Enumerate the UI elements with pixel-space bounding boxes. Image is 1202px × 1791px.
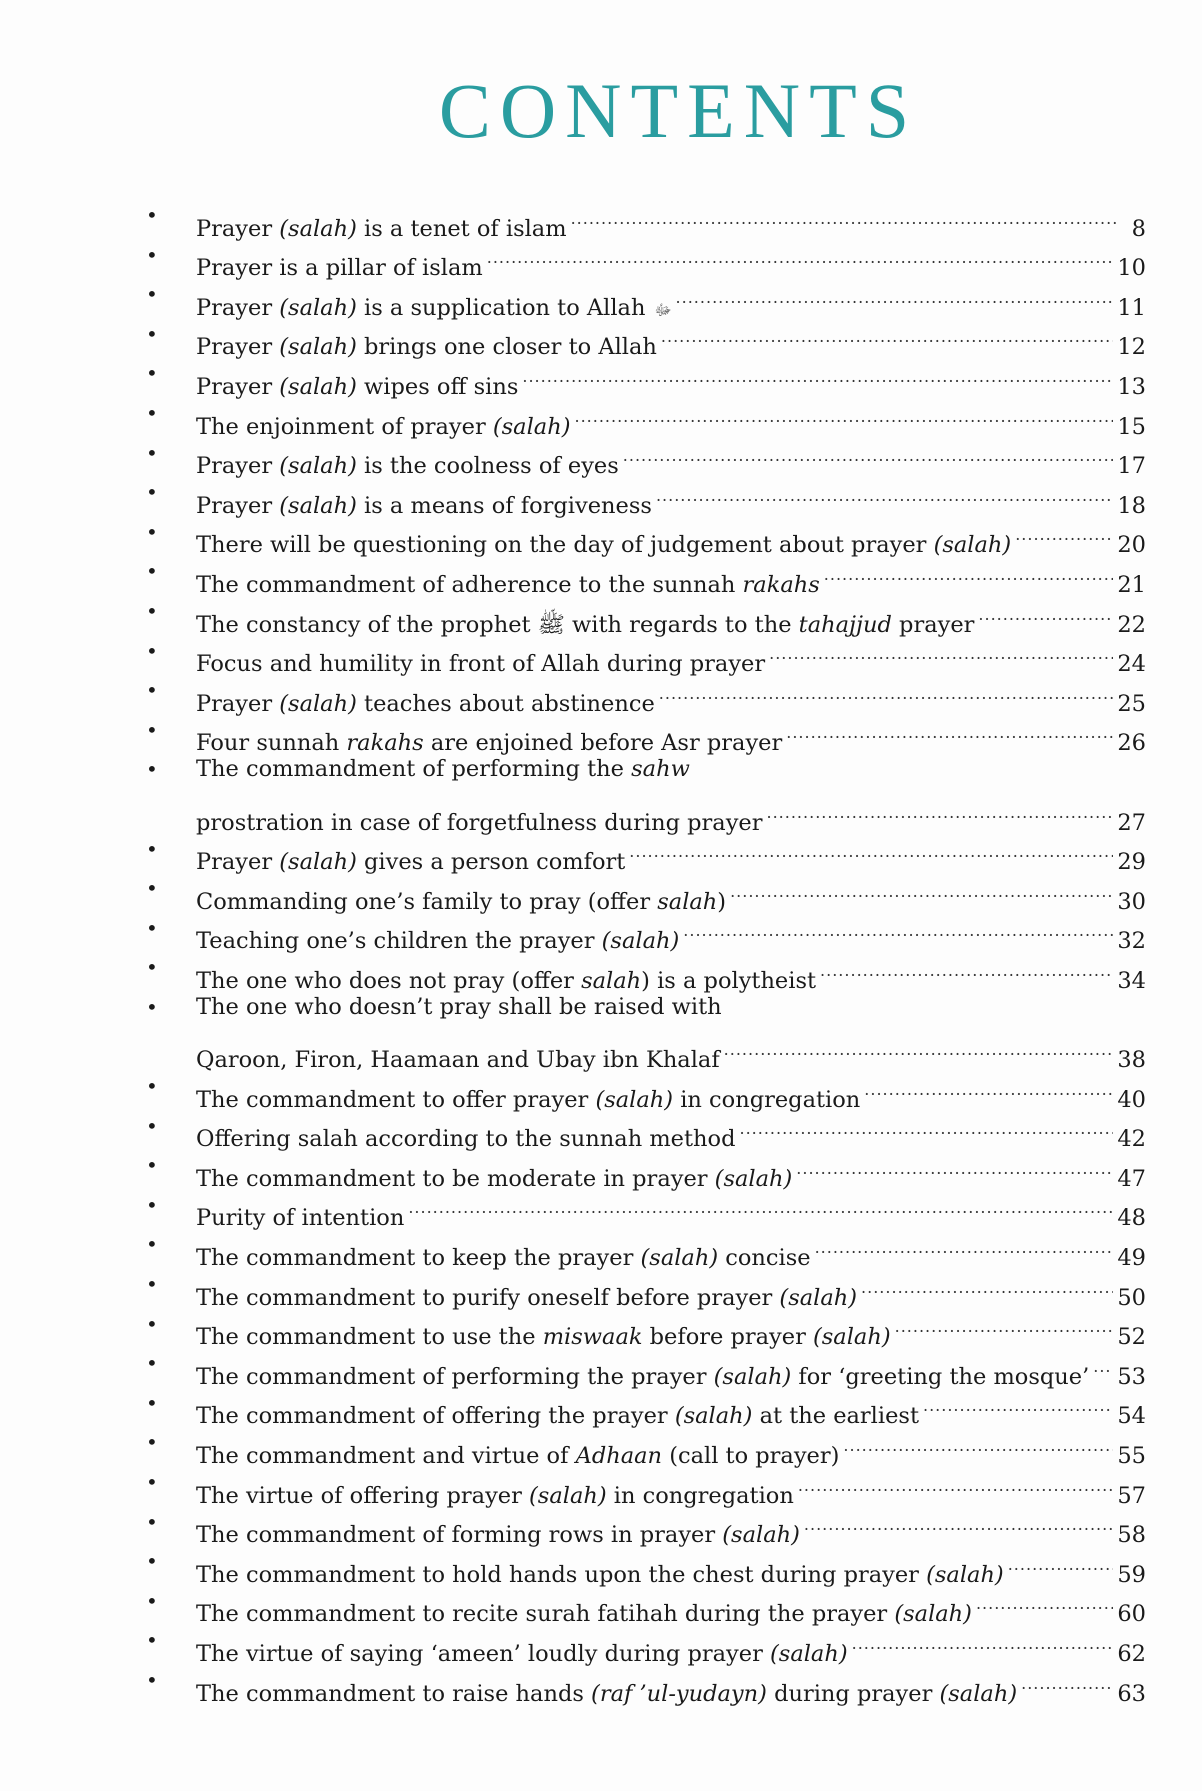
toc-entry-title: Focus and humility in front of Allah during prayer <box>196 651 766 678</box>
toc-entry-line <box>196 552 1146 598</box>
bullet-icon: • <box>146 876 158 901</box>
toc-entry-title-line <box>196 750 1146 790</box>
toc-entry <box>142 394 1146 440</box>
dot-leader <box>408 1186 1113 1226</box>
bullet-icon: • <box>146 1628 158 1653</box>
toc-entry <box>142 1384 1146 1430</box>
toc-entry-line <box>196 1027 1146 1074</box>
toc-entry-line <box>196 948 1146 994</box>
toc-entry-title: prostration in case of forgetfulness during prayer <box>196 809 763 836</box>
toc-entry-line <box>196 196 1146 242</box>
toc-entry <box>142 275 1146 321</box>
toc-entry-page-number: 17 <box>1117 453 1146 480</box>
toc-entry <box>142 1582 1146 1628</box>
dot-leader <box>571 196 1116 236</box>
bullet-icon: • <box>146 1351 158 1376</box>
toc-entry-line <box>196 869 1146 915</box>
toc-entry <box>142 711 1146 757</box>
toc-entry-title: Prayer (salah) brings one closer to Allah <box>196 334 657 361</box>
bullet-icon: • <box>146 1153 158 1178</box>
toc-entry-title: The commandment of performing the prayer (salah) for ‘greeting the mosque’ <box>196 1363 1090 1390</box>
dot-leader <box>676 275 1114 315</box>
toc-entry <box>142 909 1146 955</box>
toc-entry-line <box>196 1344 1146 1390</box>
toc-entry-line <box>196 592 1146 638</box>
toc-entry-line <box>196 1621 1146 1667</box>
toc-entry-title: Prayer (salah) is the coolness of eyes <box>196 453 619 480</box>
toc-entry-page-number: 60 <box>1117 1601 1146 1628</box>
dot-leader <box>522 354 1113 394</box>
toc-entry-line <box>196 1067 1146 1113</box>
toc-entry-page-number: 24 <box>1117 651 1146 678</box>
toc-entry-line <box>196 354 1146 400</box>
bullet-icon: • <box>146 400 158 425</box>
toc-entry-title: The commandment to keep the prayer (salah) concise <box>196 1245 811 1272</box>
toc-entry-title: Commanding one’s family to pray (offer salah) <box>196 888 727 915</box>
toc-entry-line <box>196 1463 1146 1509</box>
toc-entry-line <box>196 1265 1146 1311</box>
toc-entry <box>142 434 1146 480</box>
toc-entry-title: Prayer (salah) wipes off sins <box>196 373 519 400</box>
bullet-icon: • <box>146 203 158 227</box>
toc-entry <box>142 513 1146 559</box>
dot-leader <box>661 315 1113 355</box>
toc-entry-title: Prayer (salah) teaches about abstinence <box>196 690 655 717</box>
toc-entry-page-number: 55 <box>1117 1443 1146 1469</box>
dot-leader <box>852 1621 1114 1661</box>
dot-leader <box>730 869 1113 909</box>
toc-entry-title: The commandment and virtue of Adhaan (call to prayer) <box>196 1443 840 1469</box>
dot-leader <box>739 1107 1113 1147</box>
toc-entry-page-number: 62 <box>1117 1640 1146 1667</box>
dot-leader <box>487 236 1114 276</box>
toc-entry <box>142 1423 1146 1469</box>
toc-entry-title: Prayer (salah) gives a person comfort <box>196 849 626 876</box>
dot-leader <box>815 1225 1114 1265</box>
toc-entry-page-number: 63 <box>1117 1680 1146 1707</box>
toc-entry-page-number: 29 <box>1117 849 1146 876</box>
toc-entry-title: The one who does not pray (offer salah) is a polytheist <box>196 967 817 994</box>
toc-entry <box>142 354 1146 400</box>
toc-entry-title-line <box>196 988 1146 1028</box>
toc-entry-page-number: 38 <box>1117 1047 1146 1074</box>
bullet-icon: • <box>146 994 158 1019</box>
dot-leader <box>978 592 1113 632</box>
toc-entry-title: Four sunnah rakahs are enjoined before Asr prayer <box>196 730 783 757</box>
toc-entry-line <box>196 1305 1146 1351</box>
toc-entry <box>142 592 1146 638</box>
bullet-icon: • <box>146 1430 158 1455</box>
toc-entry <box>142 552 1146 598</box>
toc-entry-line <box>196 315 1146 361</box>
bullet-icon: • <box>146 717 158 742</box>
toc-entry-page-number: 52 <box>1117 1324 1146 1351</box>
dot-leader <box>659 671 1114 711</box>
bullet-icon: • <box>146 1074 158 1099</box>
dot-leader <box>1015 513 1113 553</box>
toc-entry-title: The virtue of saying ‘ameen’ loudly during prayer (salah) <box>196 1640 848 1667</box>
toc-entry-title: The commandment to raise hands (raf ’ul-yudayn) during prayer (salah) <box>196 1680 1018 1707</box>
toc-entry <box>142 948 1146 994</box>
bullet-icon: • <box>146 1113 158 1138</box>
toc-entry <box>142 1186 1146 1232</box>
toc-entry-page-number: 18 <box>1117 492 1146 519</box>
toc-entry-title: The one who doesn’t pray shall be raised with <box>196 993 722 1020</box>
toc-entry <box>142 196 1146 242</box>
toc-entry-title: Offering salah according to the sunnah method <box>196 1126 736 1153</box>
honorific-icon: ﷻ <box>654 300 672 319</box>
toc-entry <box>142 1621 1146 1667</box>
dot-leader <box>786 711 1113 751</box>
toc-entry <box>142 1265 1146 1311</box>
toc-entry <box>142 869 1146 915</box>
toc-entry-line <box>196 275 1146 321</box>
toc-entry-title: The commandment to recite surah fatihah during the prayer (salah) <box>196 1601 972 1628</box>
toc-entry-page-number: 13 <box>1117 373 1146 400</box>
toc-entry-page-number: 20 <box>1117 532 1146 559</box>
toc-entry-line <box>196 1107 1146 1153</box>
toc-entry-line <box>196 513 1146 559</box>
dot-leader <box>864 1067 1113 1107</box>
toc-entry-title: Prayer is a pillar of islam <box>196 255 483 282</box>
toc-entry <box>142 1463 1146 1509</box>
toc-entry-page-number: 48 <box>1117 1205 1146 1232</box>
toc-entry-page-number: 10 <box>1117 255 1146 282</box>
bullet-icon: • <box>146 361 158 386</box>
bullet-icon: • <box>146 1470 158 1494</box>
toc-entry <box>142 750 1146 836</box>
toc-entry <box>142 236 1146 282</box>
toc-entry-line <box>196 711 1146 757</box>
toc-entry-title: The commandment of offering the prayer (salah) at the earliest <box>196 1403 919 1430</box>
toc-entry-title: Prayer (salah) is a means of forgiveness <box>196 492 652 519</box>
toc-entry-page-number: 40 <box>1117 1086 1146 1113</box>
dot-leader <box>683 909 1113 949</box>
toc-entry <box>142 632 1146 678</box>
toc-entry-title: The commandment to purify oneself before prayer (salah) <box>196 1284 858 1311</box>
toc-entry-line <box>196 790 1146 836</box>
toc-entry-page-number: 34 <box>1117 967 1146 994</box>
toc-entry-page-number: 58 <box>1117 1522 1146 1549</box>
toc-entry-title: Teaching one’s children the prayer (salah) <box>196 928 680 955</box>
toc-entry-title: The constancy of the prophet ﷺ with regards to the tahajjud prayer <box>196 611 975 638</box>
bullet-icon: • <box>146 598 158 623</box>
dot-leader <box>623 434 1114 474</box>
toc-entry-title: The commandment of performing the sahw <box>196 756 690 783</box>
toc-entry-page-number: 59 <box>1117 1561 1146 1588</box>
bullet-icon: • <box>146 836 158 861</box>
toc-entry-page-number: 15 <box>1117 413 1146 440</box>
toc-entry <box>142 1503 1146 1549</box>
dot-leader <box>769 632 1113 672</box>
toc-entry-line <box>196 1542 1146 1588</box>
dot-leader <box>820 948 1113 988</box>
dot-leader <box>861 1265 1113 1305</box>
toc-entry <box>142 315 1146 361</box>
toc-entry-page-number: 42 <box>1117 1126 1146 1153</box>
toc-entry-line <box>196 909 1146 955</box>
bullet-icon: • <box>146 678 158 703</box>
toc-entry-line <box>196 1661 1146 1707</box>
toc-entry-line <box>196 1186 1146 1232</box>
toc-entry <box>142 473 1146 519</box>
toc-entry-line <box>196 1582 1146 1628</box>
bullet-icon: • <box>146 1588 158 1613</box>
toc-entry-line <box>196 830 1146 876</box>
dot-leader <box>656 473 1113 513</box>
toc-entry <box>142 1225 1146 1272</box>
toc-entry-title: The commandment to hold hands upon the chest during prayer (salah) <box>196 1561 1004 1588</box>
toc-entry-page-number: 21 <box>1117 571 1146 598</box>
toc-entry-title: The enjoinment of prayer (salah) <box>196 413 571 440</box>
toc-entry <box>142 988 1146 1074</box>
toc-entry-title: Prayer (salah) is a supplication to Allah ﷻ <box>196 289 672 331</box>
toc-entry <box>142 830 1146 876</box>
toc-entry <box>142 1067 1146 1113</box>
dot-leader <box>824 552 1114 592</box>
dot-leader <box>798 1463 1114 1503</box>
page-title: CONTENTS <box>438 67 919 154</box>
toc-entry-line <box>196 1503 1146 1549</box>
toc-entry <box>142 1305 1146 1351</box>
dot-leader <box>796 1146 1113 1186</box>
toc-entry-title: The commandment to use the miswaak before prayer (salah) <box>196 1324 891 1351</box>
toc-entry-title: The commandment to be moderate in prayer (salah) <box>196 1165 793 1192</box>
bullet-icon: • <box>146 1509 158 1534</box>
dot-leader <box>895 1305 1114 1345</box>
toc-entry-page-number: 27 <box>1117 809 1146 836</box>
dot-leader <box>1008 1542 1114 1582</box>
dot-leader <box>976 1582 1113 1622</box>
toc-entry <box>142 1146 1146 1192</box>
bullet-icon: • <box>146 638 158 663</box>
bullet-icon: • <box>146 1549 158 1574</box>
dot-leader <box>1021 1661 1113 1701</box>
toc-entry <box>142 1344 1146 1390</box>
toc-entry-page-number: 30 <box>1117 888 1146 915</box>
toc-entry-title: The commandment of adherence to the sunnah rakahs <box>196 571 820 598</box>
toc-entry-line <box>196 394 1146 440</box>
dot-leader <box>843 1423 1113 1463</box>
toc-entry-title: Prayer (salah) is a tenet of islam <box>196 215 567 242</box>
bullet-icon: • <box>146 242 158 267</box>
dot-leader <box>629 830 1113 870</box>
toc-entry-page-number: 25 <box>1117 690 1146 717</box>
toc-entry-page-number: 54 <box>1117 1403 1146 1430</box>
toc-entry <box>142 1542 1146 1588</box>
dot-leader <box>574 394 1113 434</box>
toc-entry <box>142 1107 1146 1153</box>
bullet-icon: • <box>146 1667 158 1692</box>
bullet-icon: • <box>146 559 158 584</box>
toc-entry-page-number: 22 <box>1117 611 1146 638</box>
bullet-icon: • <box>146 1232 158 1257</box>
toc-entry-page-number: 26 <box>1117 730 1146 757</box>
table-of-contents <box>142 196 1146 1707</box>
toc-entry-line <box>196 632 1146 678</box>
bullet-icon: • <box>146 757 158 782</box>
bullet-icon: • <box>146 282 158 307</box>
toc-entry-line <box>196 1146 1146 1192</box>
dot-leader <box>804 1503 1113 1543</box>
toc-entry <box>142 671 1146 717</box>
toc-entry-page-number: 12 <box>1117 334 1146 361</box>
toc-entry-page-number: 11 <box>1117 294 1146 321</box>
bullet-icon: • <box>146 321 158 346</box>
bullet-icon: • <box>146 915 158 940</box>
toc-entry-line <box>196 1225 1146 1272</box>
dot-leader <box>923 1384 1113 1424</box>
toc-entry-page-number: 53 <box>1117 1363 1146 1390</box>
toc-entry-title: Purity of intention <box>196 1205 405 1232</box>
toc-entry-page-number: 47 <box>1117 1165 1146 1192</box>
toc-entry-line <box>196 434 1146 480</box>
bullet-icon: • <box>146 955 158 980</box>
bullet-icon: • <box>146 1272 158 1297</box>
toc-entry-line <box>196 1423 1146 1469</box>
dot-leader <box>767 790 1114 830</box>
toc-entry-page-number: 8 <box>1131 215 1146 242</box>
bullet-icon: • <box>146 1390 158 1415</box>
toc-entry-line <box>196 236 1146 282</box>
toc-entry-line <box>196 1384 1146 1430</box>
toc-entry <box>142 1661 1146 1707</box>
dot-leader <box>724 1027 1114 1067</box>
toc-entry-page-number: 49 <box>1117 1245 1146 1272</box>
toc-entry-title: The commandment of forming rows in prayer (salah) <box>196 1522 800 1549</box>
toc-entry-line <box>196 671 1146 717</box>
bullet-icon: • <box>146 440 158 465</box>
dot-leader <box>1093 1344 1113 1384</box>
toc-entry-page-number: 57 <box>1117 1482 1146 1509</box>
toc-entry-title: There will be questioning on the day of judgement about prayer (salah) <box>196 532 1012 559</box>
toc-entry-title: Qaroon, Firon, Haamaan and Ubay ibn Khalaf <box>196 1047 720 1074</box>
toc-entry-title: The virtue of offering prayer (salah) in congregation <box>196 1482 794 1509</box>
bullet-icon: • <box>146 1192 158 1217</box>
toc-entry-line <box>196 473 1146 519</box>
toc-entry-page-number: 50 <box>1117 1284 1146 1311</box>
toc-entry-page-number: 32 <box>1117 928 1146 955</box>
bullet-icon: • <box>146 480 158 505</box>
bullet-icon: • <box>146 1311 158 1336</box>
toc-entry-title: The commandment to offer prayer (salah) in congregation <box>196 1086 861 1113</box>
bullet-icon: • <box>146 519 158 544</box>
